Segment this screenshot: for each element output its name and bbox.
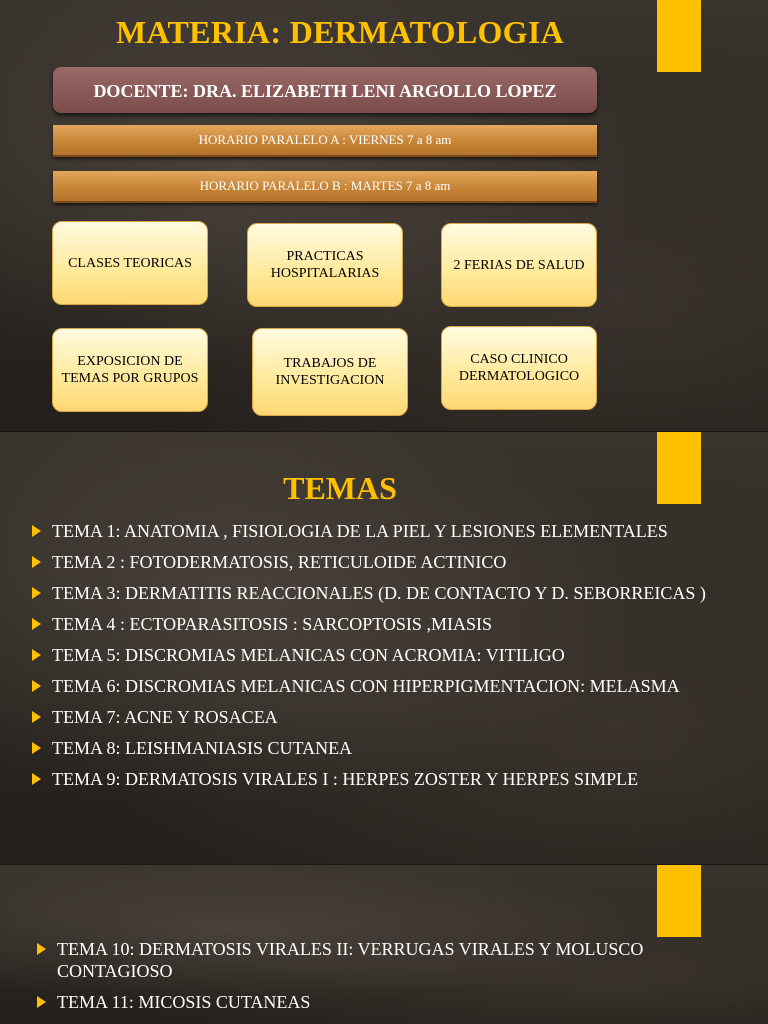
- horario-paralelo-a: HORARIO PARALELO A : VIERNES 7 a 8 am: [53, 125, 597, 157]
- list-item: TEMA 1: ANATOMIA , FISIOLOGIA DE LA PIEL Y LESIONES ELEMENTALES: [30, 520, 740, 542]
- slide-1: [0, 0, 768, 432]
- list-item: TEMA 6: DISCROMIAS MELANICAS CON HIPERPIGMENTACION: MELASMA: [30, 675, 740, 697]
- list-item: TEMA 11: MICOSIS CUTANEAS: [35, 991, 715, 1013]
- triangle-bullet-icon: [32, 711, 41, 723]
- list-item: TEMA 4 : ECTOPARASITOSIS : SARCOPTOSIS ,MIASIS: [30, 613, 740, 635]
- list-item: TEMA 10: DERMATOSIS VIRALES II: VERRUGAS VIRALES Y MOLUSCO CONTAGIOSO: [35, 938, 715, 982]
- docente-banner: DOCENTE: DRA. ELIZABETH LENI ARGOLLO LOPEZ: [53, 67, 597, 113]
- triangle-bullet-icon: [32, 556, 41, 568]
- topic-list: [35, 938, 715, 1013]
- list-item: TEMA 2 : FOTODERMATOSIS, RETICULOIDE ACTINICO: [30, 551, 740, 573]
- triangle-bullet-icon: [32, 525, 41, 537]
- slide-3: [0, 865, 768, 1024]
- slide-2: [0, 432, 768, 865]
- slide-title: MATERIA: DERMATOLOGIA: [115, 14, 565, 50]
- triangle-bullet-icon: [32, 618, 41, 630]
- triangle-bullet-icon: [32, 649, 41, 661]
- topic-list: [30, 520, 740, 790]
- triangle-bullet-icon: [32, 742, 41, 754]
- list-item: TEMA 3: DERMATITIS REACCIONALES (D. DE CONTACTO Y D. SEBORREICAS ): [30, 582, 740, 604]
- triangle-bullet-icon: [32, 773, 41, 785]
- card-exposicion-temas: EXPOSICION DE TEMAS POR GRUPOS: [52, 328, 208, 412]
- card-clases-teoricas: CLASES TEORICAS: [52, 221, 208, 305]
- horario-paralelo-b: HORARIO PARALELO B : MARTES 7 a 8 am: [53, 171, 597, 203]
- triangle-bullet-icon: [32, 680, 41, 692]
- list-item: TEMA 7: ACNE Y ROSACEA: [30, 706, 740, 728]
- temas-heading: TEMAS: [283, 470, 397, 506]
- list-item: TEMA 8: LEISHMANIASIS CUTANEA: [30, 737, 740, 759]
- triangle-bullet-icon: [37, 943, 46, 955]
- card-ferias-de-salud: 2 FERIAS DE SALUD: [441, 223, 597, 307]
- card-trabajos-investigacion: TRABAJOS DE INVESTIGACION: [252, 328, 408, 416]
- list-item: TEMA 5: DISCROMIAS MELANICAS CON ACROMIA: VITILIGO: [30, 644, 740, 666]
- list-item: TEMA 9: DERMATOSIS VIRALES I : HERPES ZOSTER Y HERPES SIMPLE: [30, 768, 740, 790]
- card-caso-clinico: CASO CLINICO DERMATOLOGICO: [441, 326, 597, 410]
- triangle-bullet-icon: [37, 996, 46, 1008]
- accent-bar: [657, 865, 701, 937]
- card-practicas-hospitalarias: PRACTICAS HOSPITALARIAS: [247, 223, 403, 307]
- triangle-bullet-icon: [32, 587, 41, 599]
